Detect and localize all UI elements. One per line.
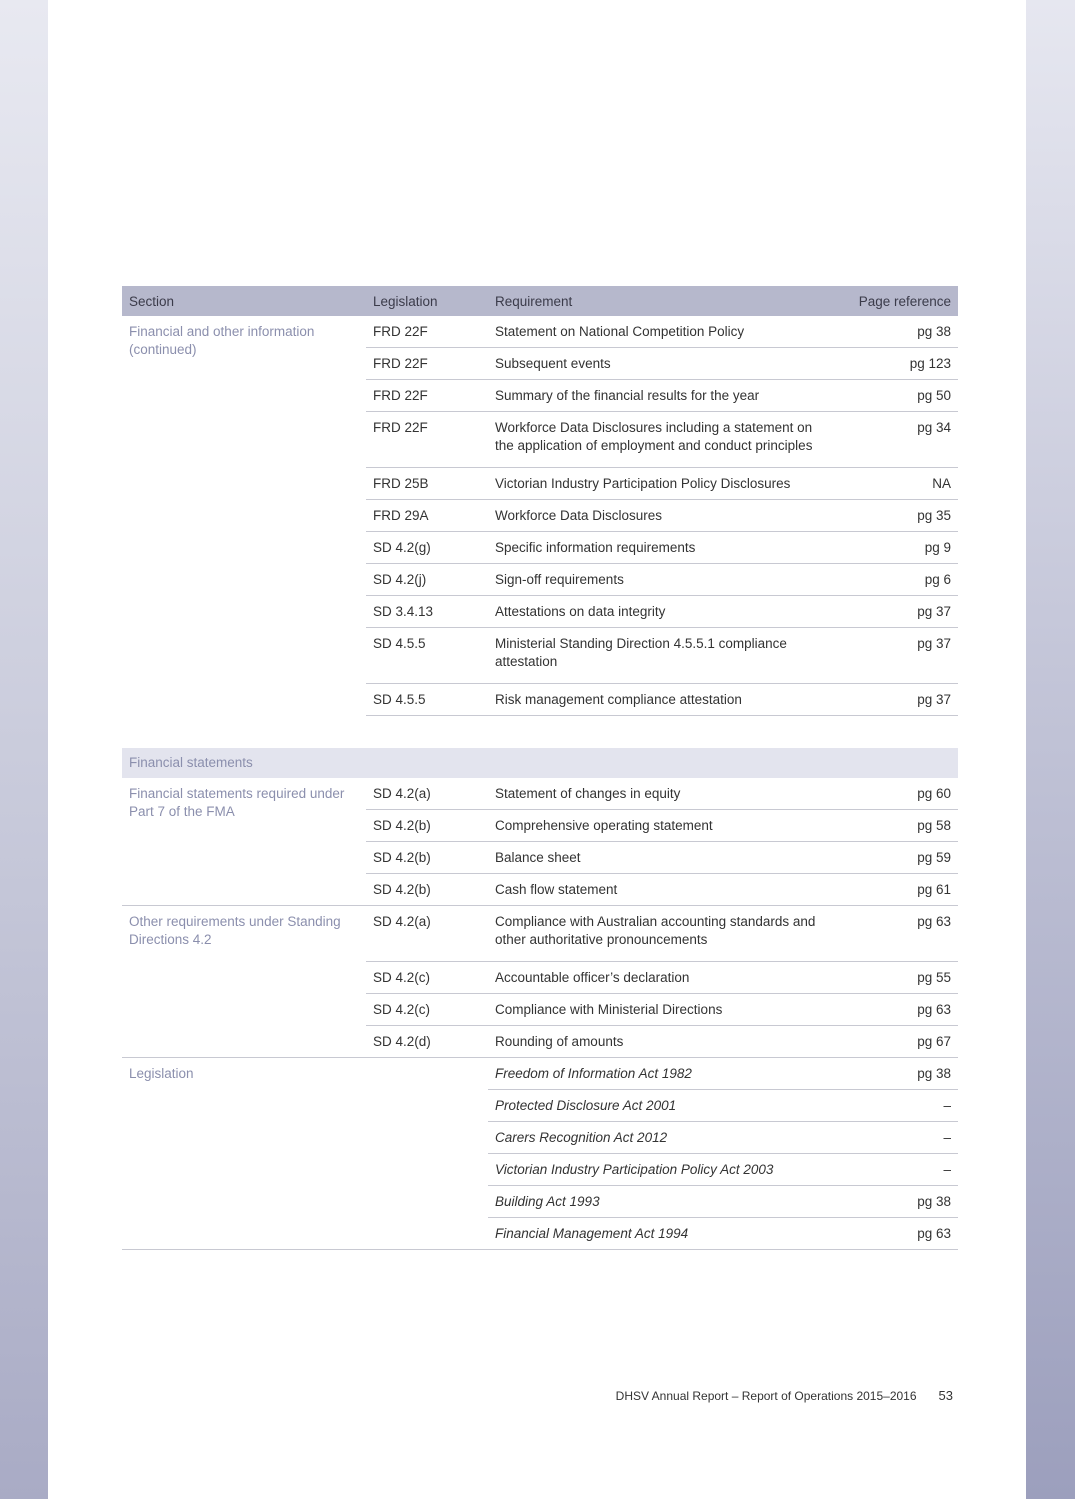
- page-ref-cell: pg 63: [838, 1218, 958, 1250]
- section-label: Other requirements under Standing Directions 4.2: [122, 906, 366, 1058]
- page-ref-cell: pg 60: [838, 778, 958, 810]
- table-row: [122, 906, 958, 962]
- page-ref-cell: pg 38: [838, 1058, 958, 1090]
- requirement-cell: Accountable officer’s declaration: [488, 962, 838, 994]
- group-header-financial-statements: Financial statements: [122, 748, 958, 778]
- requirement-cell: Attestations on data integrity: [488, 596, 838, 628]
- requirement-cell: Carers Recognition Act 2012: [488, 1122, 838, 1154]
- requirement-cell: Statement on National Competition Policy: [488, 316, 838, 348]
- spacer-row: [122, 716, 958, 749]
- requirement-cell: Statement of changes in equity: [488, 778, 838, 810]
- legislation-cell: SD 4.2(c): [366, 994, 488, 1026]
- requirement-cell: Specific information requirements: [488, 532, 838, 564]
- page-ref-cell: pg 37: [838, 628, 958, 684]
- legislation-cell: SD 4.5.5: [366, 684, 488, 716]
- header-legislation: Legislation: [366, 286, 488, 316]
- legislation-cell: FRD 22F: [366, 316, 488, 348]
- legislation-cell: FRD 22F: [366, 380, 488, 412]
- legislation-cell: SD 3.4.13: [366, 596, 488, 628]
- page-ref-cell: –: [838, 1122, 958, 1154]
- page-ref-cell: –: [838, 1090, 958, 1122]
- requirement-cell: Compliance with Australian accounting standards and other authoritative pronouncements: [488, 906, 838, 962]
- page-ref-cell: pg 59: [838, 842, 958, 874]
- requirement-cell: Subsequent events: [488, 348, 838, 380]
- page-ref-cell: pg 55: [838, 962, 958, 994]
- page-ref-cell: pg 63: [838, 906, 958, 962]
- legislation-cell: SD 4.2(g): [366, 532, 488, 564]
- legislation-cell: FRD 29A: [366, 500, 488, 532]
- requirement-cell: Cash flow statement: [488, 874, 838, 906]
- requirement-cell: Sign-off requirements: [488, 564, 838, 596]
- legislation-cell: SD 4.2(j): [366, 564, 488, 596]
- page-ref-cell: pg 38: [838, 1186, 958, 1218]
- requirement-cell: Compliance with Ministerial Directions: [488, 994, 838, 1026]
- legislation-cell-empty: [366, 1058, 488, 1250]
- requirement-cell: Balance sheet: [488, 842, 838, 874]
- requirement-cell: Victorian Industry Participation Policy Disclosures: [488, 468, 838, 500]
- legislation-cell: FRD 22F: [366, 348, 488, 380]
- legislation-cell: SD 4.2(a): [366, 778, 488, 810]
- requirement-cell: Risk management compliance attestation: [488, 684, 838, 716]
- page-ref-cell: pg 34: [838, 412, 958, 468]
- header-requirement: Requirement: [488, 286, 838, 316]
- legislation-cell: FRD 25B: [366, 468, 488, 500]
- page-ref-cell: pg 123: [838, 348, 958, 380]
- table-row: [122, 778, 958, 810]
- legislation-cell: SD 4.2(a): [366, 906, 488, 962]
- page-ref-cell: NA: [838, 468, 958, 500]
- header-page-reference: Page reference: [838, 286, 958, 316]
- requirement-cell: Freedom of Information Act 1982: [488, 1058, 838, 1090]
- section-label: Legislation: [122, 1058, 366, 1250]
- requirement-cell: Victorian Industry Participation Policy Act 2003: [488, 1154, 838, 1186]
- requirement-cell: Workforce Data Disclosures: [488, 500, 838, 532]
- page-ref-cell: pg 58: [838, 810, 958, 842]
- requirements-table: [122, 286, 958, 1250]
- legislation-cell: SD 4.2(c): [366, 962, 488, 994]
- table-header-row: [122, 286, 958, 316]
- legislation-cell: SD 4.5.5: [366, 628, 488, 684]
- section-label: Financial statements required under Part 7 of the FMA: [122, 778, 366, 906]
- page-ref-cell: pg 9: [838, 532, 958, 564]
- legislation-cell: SD 4.2(b): [366, 842, 488, 874]
- table-row: [122, 316, 958, 348]
- requirement-cell: Comprehensive operating statement: [488, 810, 838, 842]
- page-ref-cell: pg 35: [838, 500, 958, 532]
- requirement-cell: Ministerial Standing Direction 4.5.5.1 compliance attestation: [488, 628, 838, 684]
- page-ref-cell: pg 67: [838, 1026, 958, 1058]
- group-header-row: [122, 748, 958, 778]
- requirement-cell: Protected Disclosure Act 2001: [488, 1090, 838, 1122]
- page-number: 53: [938, 1388, 953, 1403]
- legislation-cell: SD 4.2(b): [366, 874, 488, 906]
- legislation-cell: SD 4.2(d): [366, 1026, 488, 1058]
- left-decorative-band: [0, 0, 48, 1499]
- requirement-cell: Rounding of amounts: [488, 1026, 838, 1058]
- legislation-cell: FRD 22F: [366, 412, 488, 468]
- page-ref-cell: pg 38: [838, 316, 958, 348]
- requirement-cell: Financial Management Act 1994: [488, 1218, 838, 1250]
- page-ref-cell: –: [838, 1154, 958, 1186]
- requirement-cell: Workforce Data Disclosures including a statement on the application of employment and conduct principles: [488, 412, 838, 468]
- section-label: Financial and other information (continued): [129, 324, 315, 357]
- page-ref-cell: pg 37: [838, 596, 958, 628]
- page-ref-cell: pg 61: [838, 874, 958, 906]
- page-ref-cell: pg 63: [838, 994, 958, 1026]
- header-section: Section: [122, 286, 366, 316]
- page-footer: [560, 1388, 953, 1403]
- page-ref-cell: pg 37: [838, 684, 958, 716]
- right-decorative-band: [1026, 0, 1075, 1499]
- table-row: [122, 1058, 958, 1090]
- legislation-cell: SD 4.2(b): [366, 810, 488, 842]
- page-ref-cell: pg 6: [838, 564, 958, 596]
- requirement-cell: Summary of the financial results for the year: [488, 380, 838, 412]
- footer-title: DHSV Annual Report – Report of Operations 2015–2016: [615, 1389, 917, 1403]
- page-ref-cell: pg 50: [838, 380, 958, 412]
- requirement-cell: Building Act 1993: [488, 1186, 838, 1218]
